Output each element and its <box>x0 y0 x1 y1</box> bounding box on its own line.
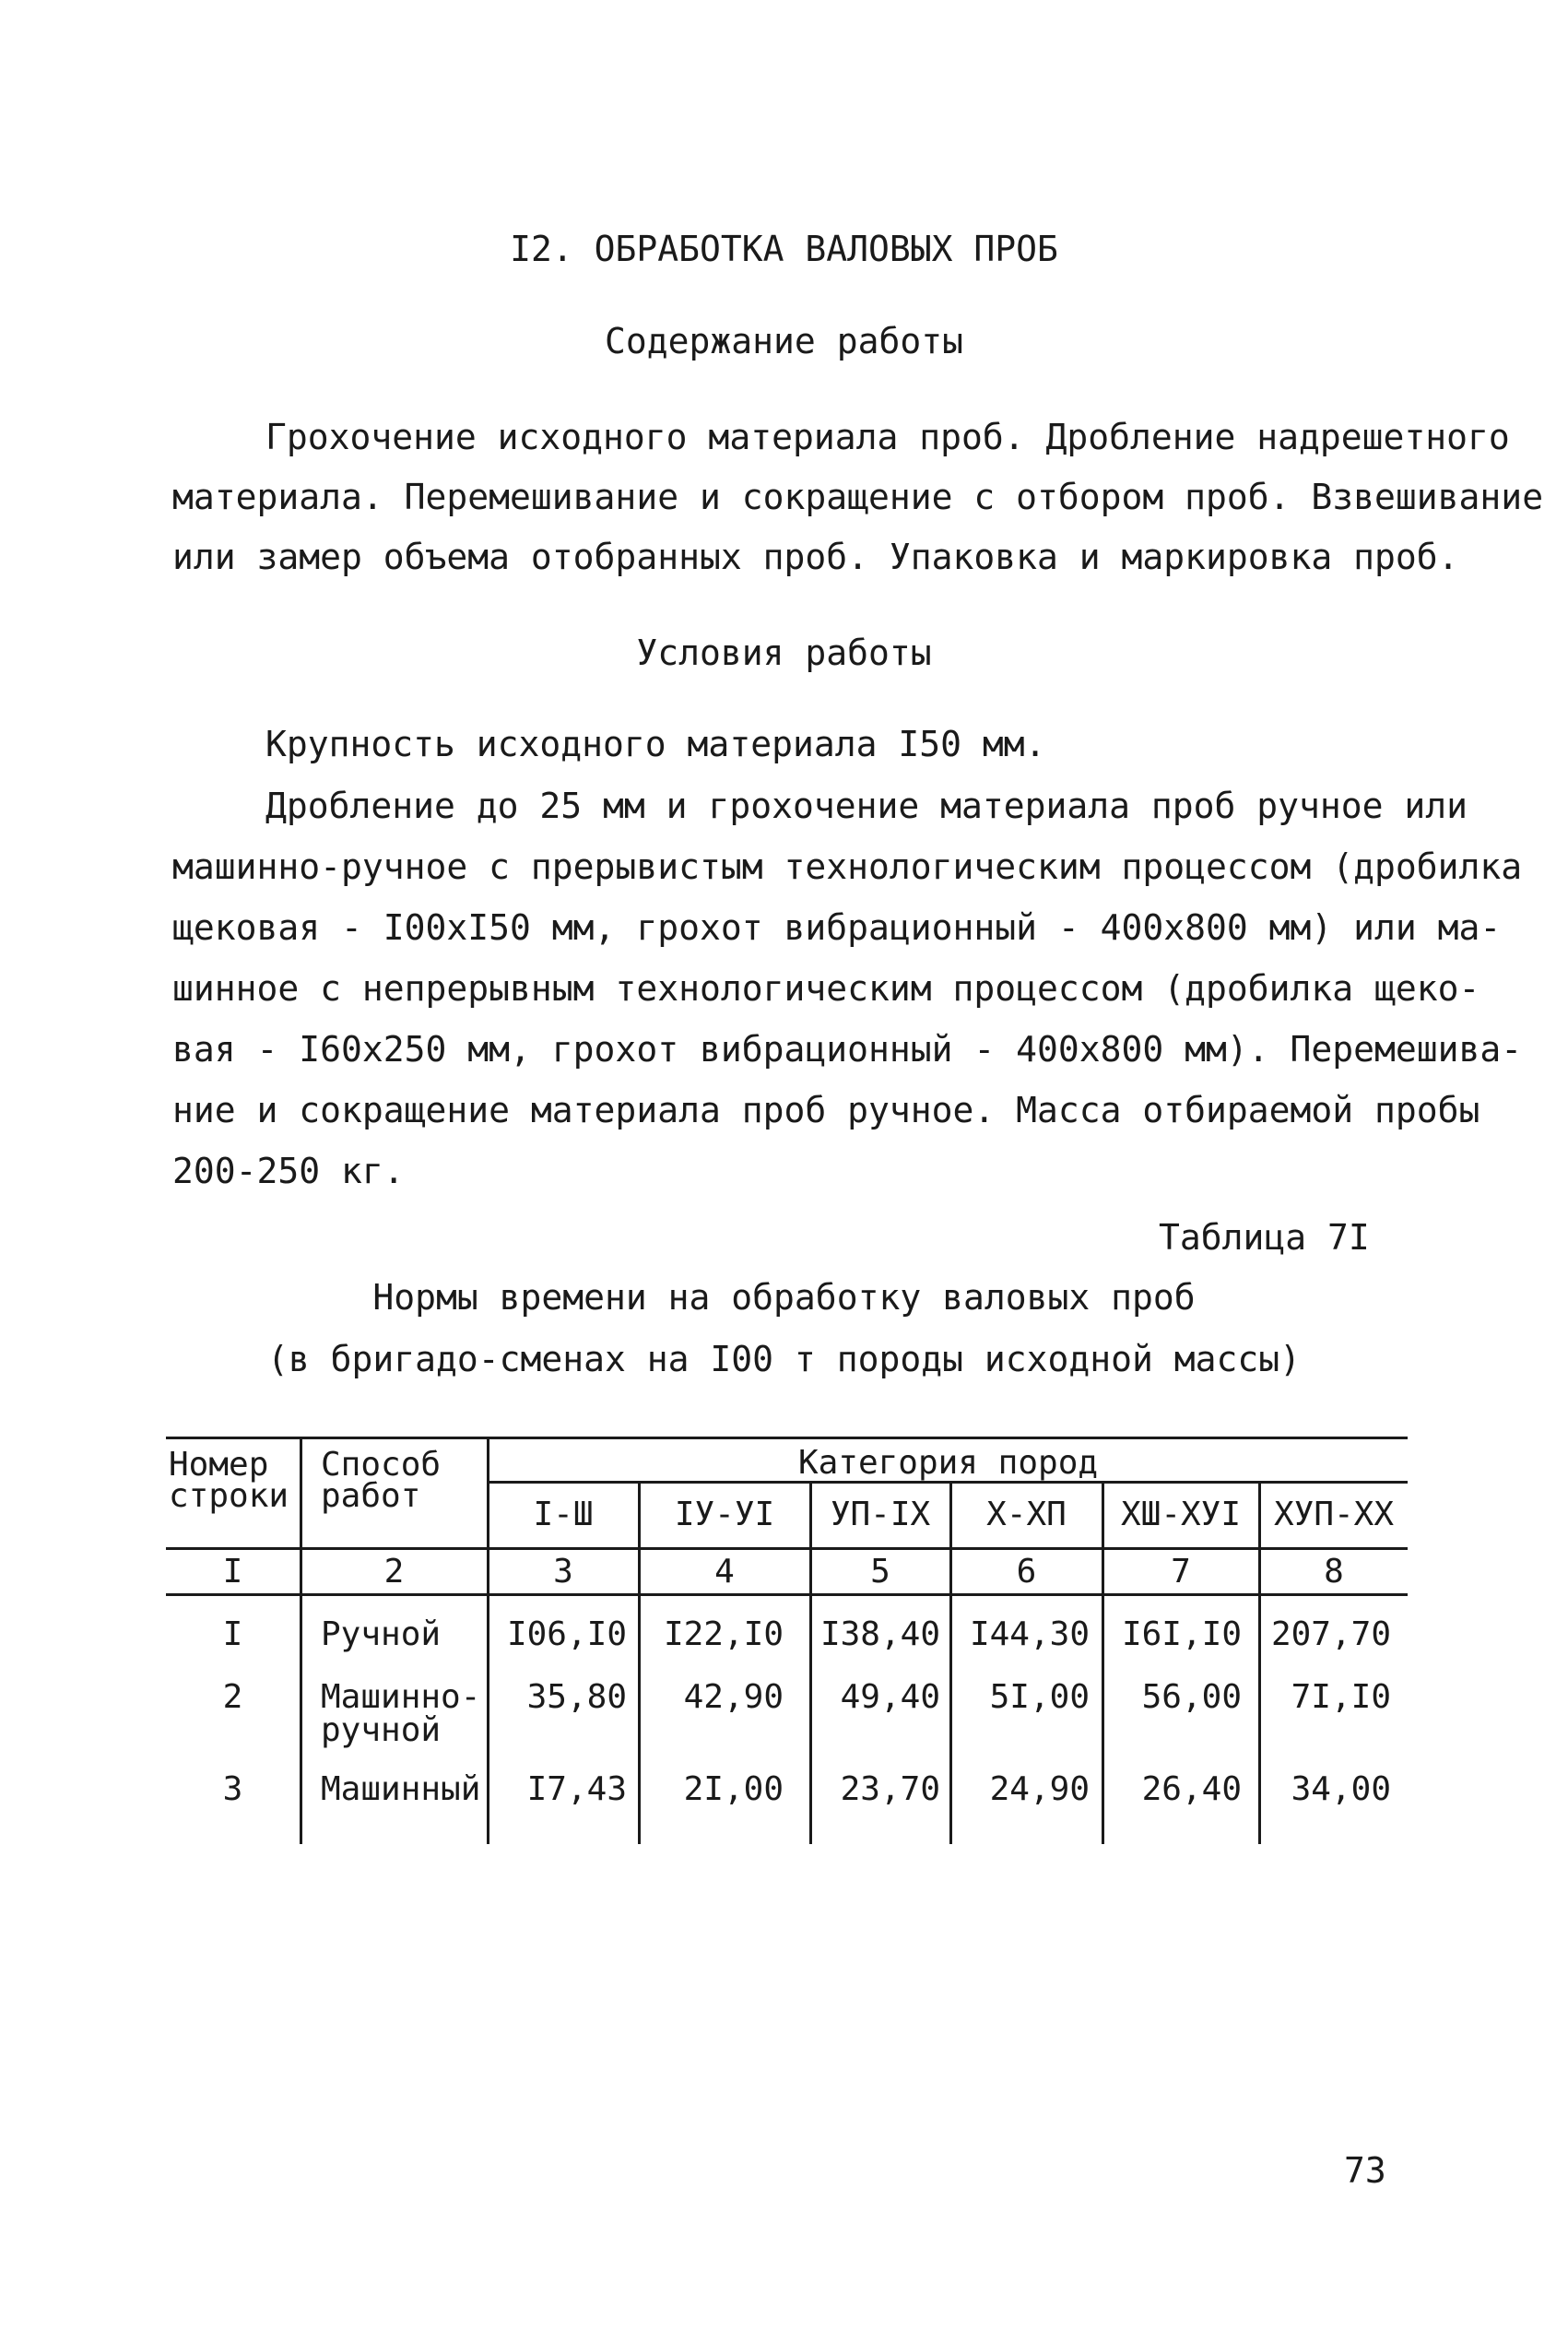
column-number: 4 <box>714 1553 735 1591</box>
column-number: 8 <box>1324 1553 1344 1591</box>
table-cell: 35,80 <box>526 1678 627 1716</box>
paragraph-line: вая - I60х250 мм, грохот вибрационный - 400х800 мм). Перемешива- <box>172 1029 1523 1070</box>
table-cell: 5I,00 <box>989 1678 1090 1716</box>
header-row-number: Номер <box>169 1446 269 1484</box>
header-method: Способ <box>321 1446 442 1484</box>
table-cell: 26,40 <box>1141 1770 1242 1808</box>
table-cell: I44,30 <box>969 1615 1090 1653</box>
header-row-number: строки <box>169 1477 289 1515</box>
header-category: IУ-УI <box>674 1496 775 1533</box>
section-heading: I2. ОБРАБОТКА ВАЛОВЫХ ПРОБ <box>510 229 1058 269</box>
paragraph-line: материала. Перемешивание и сокращение с отбором проб. Взвешивание <box>172 477 1544 517</box>
header-bottom-rule <box>166 1547 1408 1550</box>
paragraph-line: или замер объема отобранных проб. Упаковка и маркировка проб. <box>172 537 1459 577</box>
table-cell: I6I,I0 <box>1121 1615 1242 1653</box>
header-category: I-Ш <box>533 1496 594 1533</box>
page-number: 73 <box>1344 2150 1386 2191</box>
header-category: УП-IХ <box>830 1496 931 1533</box>
paragraph-line: Крупность исходного материала I50 мм. <box>265 724 1046 764</box>
table-cell: 2I,00 <box>683 1770 784 1808</box>
paragraph-line: ние и сокращение материала проб ручное. Масса отбираемой пробы <box>172 1090 1480 1130</box>
column-number: 6 <box>1016 1553 1037 1591</box>
table-row-number: 2 <box>222 1678 243 1716</box>
header-category: ХУП-ХХ <box>1273 1496 1395 1533</box>
table-cell: 23,70 <box>840 1770 940 1808</box>
column-number-rule <box>166 1593 1408 1596</box>
column-number: 5 <box>870 1553 890 1591</box>
table-cell: I22,I0 <box>663 1615 784 1653</box>
table-cell: 42,90 <box>683 1678 784 1716</box>
column-number: 7 <box>1171 1553 1191 1591</box>
table-cell: 56,00 <box>1141 1678 1242 1716</box>
table-row-method: Машинно- <box>321 1678 481 1716</box>
table-row-number: 3 <box>222 1770 243 1808</box>
table-row-method: Ручной <box>321 1615 442 1653</box>
table-cell: I06,I0 <box>506 1615 627 1653</box>
table-cell: I38,40 <box>819 1615 940 1653</box>
column-number: I <box>222 1553 243 1591</box>
paragraph-line: Грохочение исходного материала проб. Дробление надрешетного <box>265 417 1510 457</box>
header-category: ХШ-ХУI <box>1120 1496 1242 1533</box>
header-category: Х-ХП <box>986 1496 1067 1533</box>
paragraph-line: шинное с непрерывным технологическим процессом (дробилка щеко- <box>172 968 1480 1009</box>
header-category-group: Категория пород <box>797 1444 1099 1482</box>
table-cell: 7I,I0 <box>1291 1678 1391 1716</box>
table-subtitle: (в бригадо-сменах на I00 т породы исходной массы) <box>266 1339 1302 1379</box>
table-title: Нормы времени на обработку валовых проб <box>372 1277 1196 1318</box>
paragraph-line: щековая - I00хI50 мм, грохот вибрационный - 400х800 мм) или ма- <box>172 907 1502 948</box>
paragraph-line: 200-250 кг. <box>172 1151 405 1191</box>
paragraph-line: машинно-ручное с прерывистым технологическим процессом (дробилка <box>172 846 1523 887</box>
header-method: работ <box>321 1477 421 1515</box>
table-row-method: ручной <box>321 1711 442 1749</box>
table-top-rule <box>166 1437 1408 1439</box>
subheading-conditions: Условия работы <box>636 633 932 673</box>
table-cell: I7,43 <box>526 1770 627 1808</box>
paragraph-line: Дробление до 25 мм и грохочение материала проб ручное или <box>265 786 1468 826</box>
column-number: 2 <box>383 1553 405 1591</box>
table-label: Таблица 7I <box>1159 1217 1370 1258</box>
column-number: 3 <box>553 1553 573 1591</box>
table-cell: 24,90 <box>989 1770 1090 1808</box>
column-divider <box>300 1437 302 1844</box>
table-cell: 49,40 <box>840 1678 940 1716</box>
table-cell: 207,70 <box>1270 1615 1391 1653</box>
table-row-method: Машинный <box>321 1770 481 1808</box>
table-cell: 34,00 <box>1291 1770 1391 1808</box>
table-row-number: I <box>222 1615 243 1653</box>
subheading-content: Содержание работы <box>605 321 963 361</box>
